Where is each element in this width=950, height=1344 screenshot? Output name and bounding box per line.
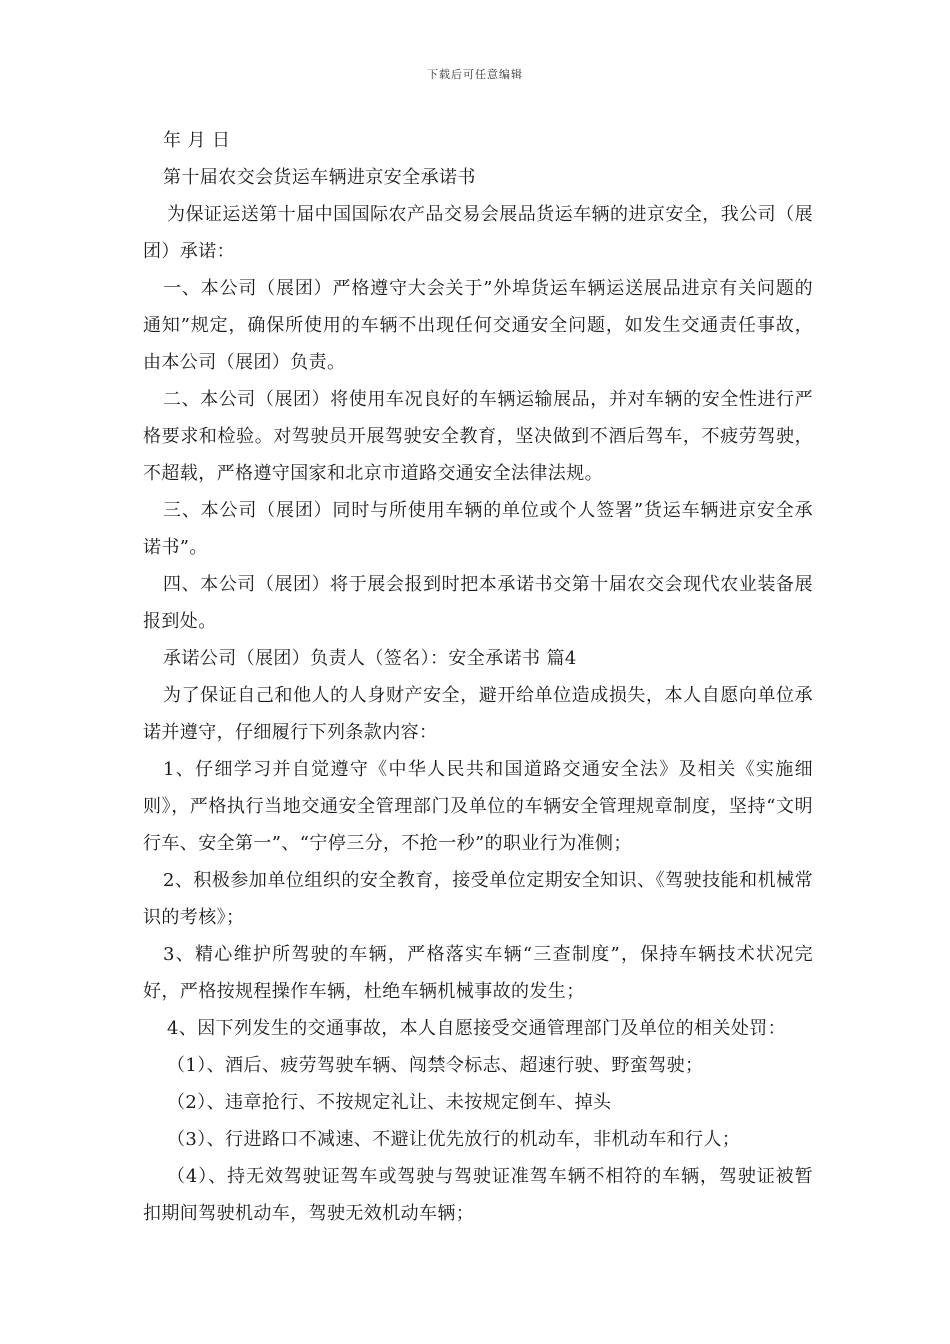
paragraph: 三、本公司（展团）同时与所使用车辆的单位或个人签署”货运车辆进京安全承诺书”。 xyxy=(143,500,813,558)
sub-clause-item: （3）、行进路口不减速、不避让优先放行的机动车，非机动车和行人； xyxy=(167,1129,741,1150)
sub-clause-item: （1）、酒后、疲劳驾驶车辆、闯禁令标志、超速行驶、野蛮驾驶； xyxy=(167,1055,704,1076)
paragraph: 四、本公司（展团）将于展会报到时把本承诺书交第十届农交会现代农业装备展报到处。 xyxy=(143,574,813,632)
document-body xyxy=(143,122,813,1232)
signature-line: 承诺公司（展团）负责人（签名）：安全承诺书 篇4 xyxy=(163,648,577,669)
paragraph: 为保证运送第十届中国国际农产品交易会展品货运车辆的进京安全，我公司（展团）承诺： xyxy=(143,204,813,262)
clause-item: 4、因下列发生的交通事故，本人自愿接受交通管理部门及单位的相关处罚： xyxy=(167,1018,787,1039)
clause-item: 1、仔细学习并自觉遵守《中华人民共和国道路交通安全法》及相关《实施细则》，严格执行当地交通安全管理部门及单位的车辆安全管理规章制度，坚持“文明行车、安全第一”、“宁停三分，不抢一秒”的职业行为准侧； xyxy=(143,759,813,854)
sub-clause-item: （2）、违章抢行、不按规定礼让、未按规定倒车、掉头 xyxy=(167,1092,612,1113)
section-title: 第十届农交会货运车辆进京安全承诺书 xyxy=(163,167,476,188)
paragraph: 为了保证自己和他人的人身财产安全，避开给单位造成损失，本人自愿向单位承诺并遵守，仔细履行下列条款内容： xyxy=(143,685,813,743)
date-line: 年 月 日 xyxy=(163,130,231,151)
clause-item: 2、积极参加单位组织的安全教育，接受单位定期安全知识、《驾驶技能和机械常识的考核》； xyxy=(143,870,813,928)
paragraph: 二、本公司（展团）将使用车况良好的车辆运输展品，并对车辆的安全性进行严格要求和检验。对驾驶员开展驾驶安全教育，坚决做到不酒后驾车，不疲劳驾驶，不超载，严格遵守国家和北京市道路交通安全法律法规。 xyxy=(143,389,813,484)
clause-item: 3、精心维护所驾驶的车辆，严格落实车辆“三查制度”，保持车辆技术状况完好，严格按规程操作车辆，杜绝车辆机械事故的发生； xyxy=(143,944,813,1002)
sub-clause-item: （4）、持无效驾驶证驾车或驾驶与驾驶证准驾车辆不相符的车辆，驾驶证被暂扣期间驾驶机动车，驾驶无效机动车辆； xyxy=(143,1166,813,1224)
paragraph: 一、本公司（展团）严格遵守大会关于”外埠货运车辆运送展品进京有关问题的通知”规定，确保所使用的车辆不出现任何交通安全问题，如发生交通责任事故，由本公司（展团）负责。 xyxy=(143,278,813,373)
header-note: 下载后可任意编辑 xyxy=(427,68,523,81)
